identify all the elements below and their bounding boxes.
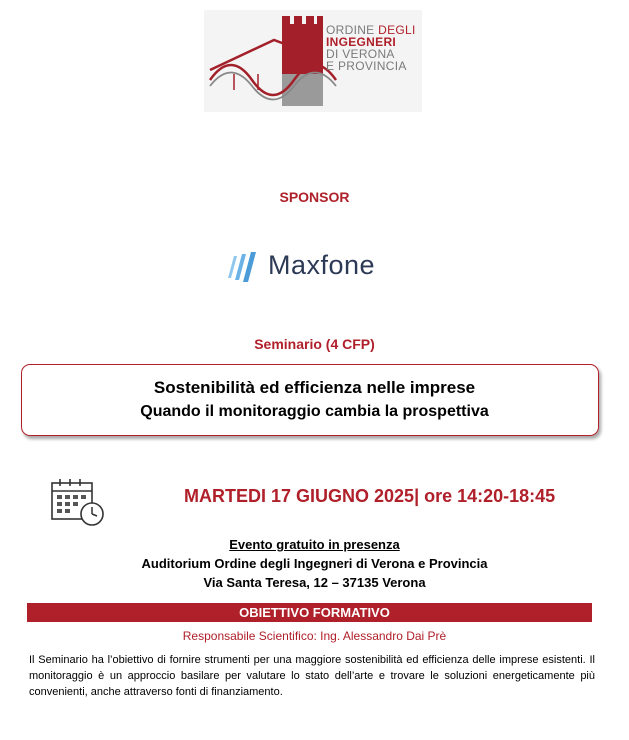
scientific-manager: Responsabile Scientifico: Ing. Alessandro Dai Prè bbox=[182, 629, 447, 643]
logo-line1b: DEGLI bbox=[378, 23, 416, 37]
sponsor-name: Maxfone bbox=[268, 250, 376, 280]
logo-line1a: ORDINE bbox=[326, 23, 375, 37]
logo-line4: E PROVINCIA bbox=[326, 59, 407, 73]
logo-line2: INGEGNERI bbox=[326, 35, 397, 49]
logo-text bbox=[326, 24, 416, 72]
event-type: Evento gratuito in presenza bbox=[229, 537, 400, 552]
event-datetime: MARTEDI 17 GIUGNO 2025| ore 14:20-18:45 bbox=[184, 486, 556, 506]
seminar-title: Sostenibilità ed efficienza nelle imprese bbox=[153, 378, 476, 397]
sponsor-label: SPONSOR bbox=[279, 189, 350, 205]
logo-line3: DI VERONA bbox=[326, 47, 395, 61]
seminar-subtitle: Quando il monitoraggio cambia la prospettiva bbox=[140, 403, 489, 420]
seminar-label: Seminario (4 CFP) bbox=[254, 336, 375, 352]
objective-heading: OBIETTIVO FORMATIVO bbox=[239, 605, 390, 620]
event-address: Via Santa Teresa, 12 – 37135 Verona bbox=[203, 575, 426, 590]
title-box bbox=[21, 364, 599, 436]
maxfone-logo-icon bbox=[226, 248, 262, 286]
calendar-clock-icon bbox=[48, 478, 106, 528]
objective-description: Il Seminario ha l’obiettivo di fornire strumenti per una maggiore sostenibilità ed efficienza delle imprese esistenti. Il monitoraggio è un approccio basilare per valutare lo stato dell’arte e trovare le soluzioni energeticamente più convenienti, anche attraverso fonti di finanziamento. bbox=[29, 654, 595, 698]
event-venue: Auditorium Ordine degli Ingegneri di Verona e Provincia bbox=[141, 556, 488, 571]
